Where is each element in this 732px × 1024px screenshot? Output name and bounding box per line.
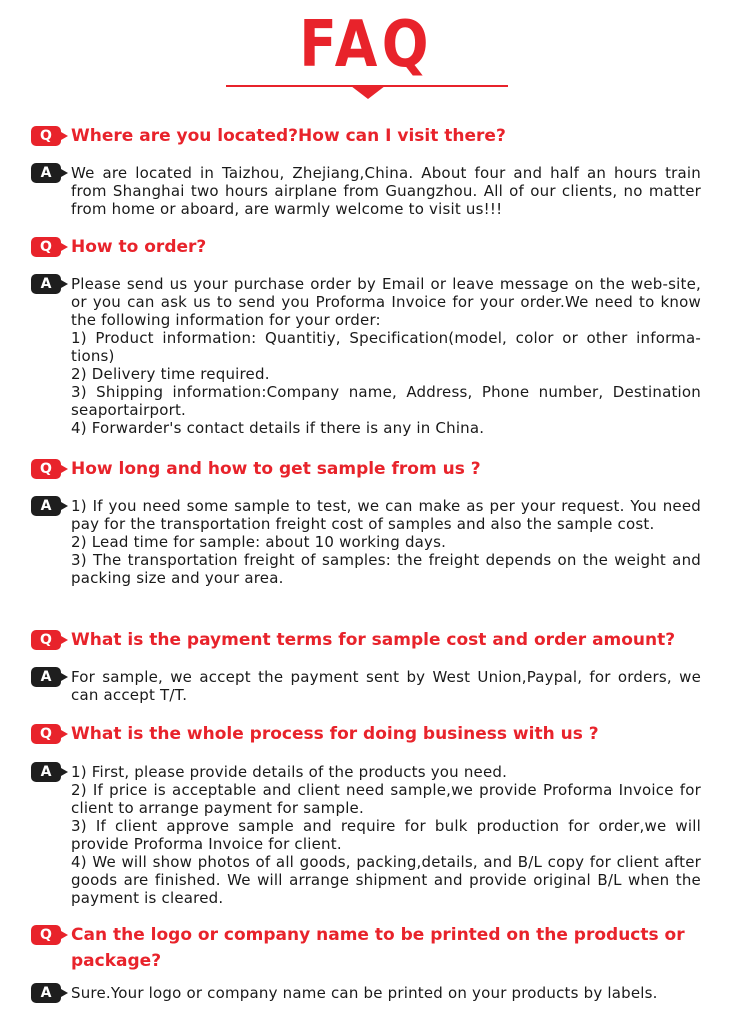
answer-line: 2) If price is acceptable and client need sample,we provide Proforma Invoice for client to arrange payment for sample. (71, 781, 701, 817)
answer-line: Sure.Your logo or company name can be printed on your products by labels. (71, 984, 658, 1002)
faq-answer (71, 497, 701, 587)
answer-line: 2) Delivery time required. (71, 365, 270, 383)
faq-answer (71, 668, 701, 704)
faq-question: Where are you located?How can I visit there? (71, 126, 506, 146)
answer-badge-icon: A (31, 983, 61, 1003)
faq-question: What is the whole process for doing business with us ? (71, 724, 599, 744)
question-badge-icon: Q (31, 925, 61, 945)
answer-badge-icon: A (31, 762, 61, 782)
answer-line: 4) Forwarder's contact details if there is any in China. (71, 419, 485, 437)
page-title: FAQ (299, 8, 433, 82)
faq-question: Can the logo or company name to be printed on the products or package? (71, 925, 685, 971)
question-badge-icon: Q (31, 126, 61, 146)
answer-line: 1) If you need some sample to test, we can make as per your request. You need pay for the transportation freight cost of samples and also the sample cost. (71, 497, 701, 533)
answer-line: 1) Product information: Quantitiy, Specification(model, color or other informa-tions) (71, 329, 701, 365)
answer-line: 3) If client approve sample and require for bulk production for order,we will provide Proforma Invoice for client. (71, 817, 701, 853)
faq-header (0, 0, 732, 110)
faq-answer (71, 275, 701, 437)
answer-badge-icon: A (31, 274, 61, 294)
faq-answer (71, 164, 701, 218)
question-badge-icon: Q (31, 237, 61, 257)
question-badge-icon: Q (31, 459, 61, 479)
answer-badge-icon: A (31, 163, 61, 183)
faq-answer (71, 763, 701, 907)
answer-line: Please send us your purchase order by Email or leave message on the web-site, or you can ask us to send you Proforma Invoice for your order.We need to know the following information for your order: (71, 275, 701, 329)
answer-line: 2) Lead time for sample: about 10 working days. (71, 533, 447, 551)
question-badge-icon: Q (31, 630, 61, 650)
question-badge-icon: Q (31, 724, 61, 744)
title-pointer-icon (351, 86, 385, 99)
answer-badge-icon: A (31, 667, 61, 687)
answer-line: 4) We will show photos of all goods, packing,details, and B/L copy for client after goods are finished. We will arrange shipment and provide original B/L when the payment is cleared. (71, 853, 701, 907)
faq-question: How to order? (71, 237, 207, 257)
answer-line: For sample, we accept the payment sent by West Union,Paypal, for orders, we can accept T/T. (71, 668, 701, 704)
answer-line: 3) Shipping information:Company name, Address, Phone number, Destination seaportairport. (71, 383, 701, 419)
faq-question: What is the payment terms for sample cost and order amount? (71, 630, 676, 650)
answer-line: 3) The transportation freight of samples: the freight depends on the weight and packing size and your area. (71, 551, 701, 587)
answer-line: 1) First, please provide details of the products you need. (71, 763, 508, 781)
answer-badge-icon: A (31, 496, 61, 516)
faq-question: How long and how to get sample from us ? (71, 459, 481, 479)
answer-line: We are located in Taizhou, Zhejiang,China. About four and half an hours train from Shanghai two hours airplane from Guangzhou. All of our clients, no matter from home or aboard, are warmly welcome to visit us!!! (71, 164, 701, 218)
faq-answer (71, 984, 701, 1002)
